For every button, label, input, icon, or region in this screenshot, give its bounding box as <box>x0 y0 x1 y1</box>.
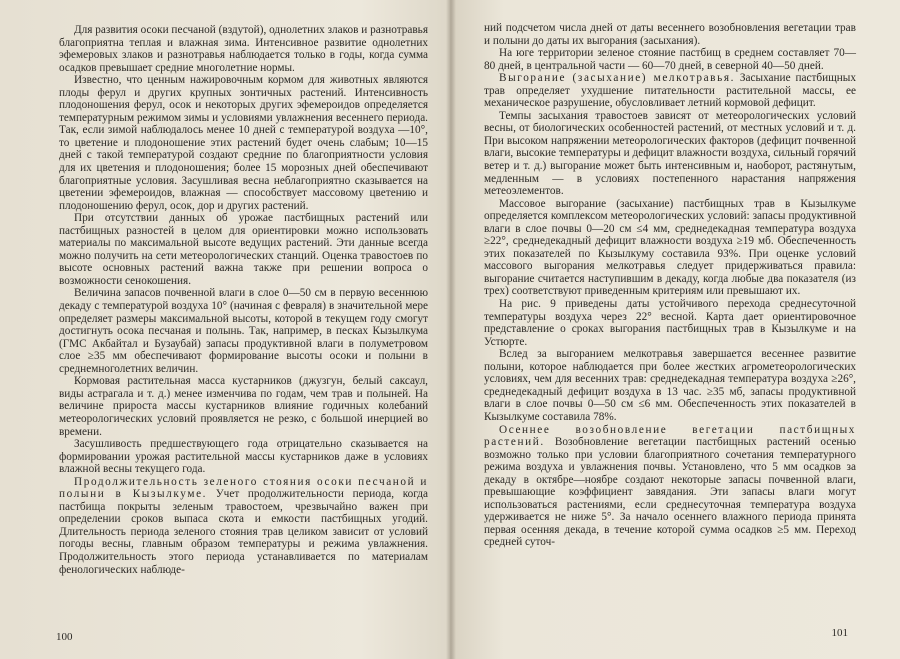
right-paragraph-1: ний подсчетом числа дней от даты весеннего возобновления вегетации трав и полыни до даты их выгорания (засыхания). <box>484 22 856 47</box>
left-paragraph-7 <box>59 476 428 576</box>
right-page <box>450 0 900 659</box>
left-paragraph-5: Кормовая растительная масса кустарников (джузгун, белый саксаул, виды астрагала и т. д.) менее изменчива по годам, чем трав и полыней. На величине прироста массы кустарников влияние годичных колебаний метеорологических условий проявляется не резко, с большой инерцией во времени. <box>59 375 428 438</box>
right-paragraph-6: На рис. 9 приведены даты устойчивого перехода среднесуточной температуры воздуха через 22° весной. Карта дает ориентировочное представление о сроках выгорания пастбищных трав в Кызылкуме и на Устюрте. <box>484 298 856 348</box>
book-gutter <box>446 0 456 659</box>
right-paragraph-7: Вслед за выгоранием мелкотравья завершается весеннее развитие полыни, которое наблюдается при более жестких агрометеорологических условиях, чем для весенних трав: среднедекадная температура воздуха ≥26°, среднедекадный дефицит воздуха в 13 час. ≥35 мб, запасы продуктивной влаги в слое почвы 0—50 см ≤6 мм. Обеспеченность этих показателей в Кызылкуме составила 78%. <box>484 348 856 423</box>
right-paragraph-4: Темпы засыхания травостоев зависят от метеорологических условий весны, от биологических особенностей растений, от местных условий и т. д. При высоком напряжении метеорологических факторов (дефицит почвенной влаги, высокие температуры и дефицит влажности воздуха, сильный горячий ветер и т. д.) выгорание может быть интенсивным и, наоборот, растянутым, медленным — в условиях постепенного нарастания напряжения метеоэлементов. <box>484 109 856 198</box>
page-number-left: 100 <box>56 631 73 643</box>
page-number-right: 101 <box>831 627 848 639</box>
right-paragraph-2: На юге территории зеленое стояние пастбищ в среднем составляет 70—80 дней, в центральной части — 60—70 дней, в северной 40—50 дней. <box>484 47 856 72</box>
section-heading-green-period: Продолжительность зеленого стояния осоки песчаной и полыни в Кызылкуме. <box>59 475 428 501</box>
right-paragraph-3-body: Засыхание пастбищных трав определяет ухудшение питательности растительной массы, ее механическое разрушение, обусловливает летний кормовой дефицит. <box>484 72 856 110</box>
left-paragraph-1: Для развития осоки песчаной (вздутой), однолетних злаков и разнотравья благоприятна теплая и влажная зима. Интенсивное развитие однолетних эфемеровых злаков и разнотравья наблюдается только в годы, когда сумма осадков превышает средние многолетние нормы. <box>59 24 428 74</box>
left-paragraph-4: Величина запасов почвенной влаги в слое 0—50 см в первую весеннюю декаду с температурой воздуха 10° (начиная с февраля) в значительной мере определяет размеры максимальной высоты, которой в текущем году смогут достигнуть осока песчаная и полынь. Так, например, в песках Кызылкума (ГМС Акбайтал и Бузаубай) запасы продуктивной влаги в полуметровом слое ≥35 мм обеспечивают формирование высоты осоки и полыни в среднемноголетних величин. <box>59 287 428 375</box>
right-paragraph-8 <box>484 424 856 549</box>
right-paragraph-5: Массовое выгорание (засыхание) пастбищных трав в Кызылкуме определяется комплексом метеорологических условий: запасы продуктивной влаги в слое почвы 0—20 см ≤4 мм, среднедекадная температура воздуха ≥22°, среднедекадный дефицит влажности воздуха ≥19 мб. Обеспеченность этих показателей по Кызылкуму составила 93%. При оценке условий массового выгорания мелкотравья следует придерживаться правила: выгорание считается наступившим в декаду, когда любые два показателя (из трех) соответствуют приведенным критериям или превышают их. <box>484 197 856 298</box>
left-paragraph-2: Известно, что ценным нажировочным кормом для животных являются плоды ферул и других крупных зонтичных растений. Интенсивность плодоношения ферул, осок и некоторых других эфемероидов определяется температурным режимом зимы и условиями увлажнения весеннего периода. Так, если зимой наблюдалось менее 10 дней с температурой воздуха —10°, то цветение и плодоношение этих растений будет очень слабым; 10—15 дней с такой температурой создают средние по благоприятности условия для их цветения и плодоношения; более 15 морозных дней обеспечивают благоприятные условия. Засушливая весна неблагоприятно сказывается на цветении эфемероидов, влажная — способствует массовому цветению и плодоношению ферул, осок, дор и других растений. <box>59 74 428 212</box>
section-heading-autumn: Осеннее возобновление вегетации пастбищных растений. <box>484 423 856 449</box>
section-heading-burnout: Выгорание (засыхание) мелкотравья. <box>499 72 736 85</box>
left-paragraph-7-body: Учет продолжительности периода, когда пастбища покрыты зеленым травостоем, чрезвычайно важен при определении сроков выпаса скота и емкости пастбищных угодий. Длительность периода зеленого стояния трав целиком зависит от условий погоды весны, главным образом температуры и режима увлажнения. Продолжительность этого периода устанавливается по материалам фенологических наблюде- <box>59 488 428 576</box>
left-paragraph-3: При отсутствии данных об урожае пастбищных растений или пастбищных разностей в целом для ориентировки можно использовать материалы по максимальной высоте ведущих растений. Эти данные всегда можно получить на сети метеорологических станций. Оценка травостоев по высоте основных растений важна также при решении вопроса о возможности сенокошения. <box>59 212 428 287</box>
left-paragraph-6: Засушливость предшествующего года отрицательно сказывается на формировании урожая растительной массы кустарников даже в условиях влажной весны текущего года. <box>59 438 428 476</box>
right-paragraph-8-body: Возобновление вегетации пастбищных растений осенью возможно только при условии благоприятного сочетания температурного режима воздуха и увлажнения почвы. Установлено, что 5 мм осадков за декаду в октябре—ноябре создают некоторые запасы почвенной влаги, превышающие коэффициент завядания. Эти запасы влаги могут использоваться растениями, если среднесуточная температура воздуха удерживается не ниже 5°. За начало осеннего влажного периода принята первая осенняя декада, в течение которой сумма осадков ≥5 мм. Переход средней суточ- <box>484 436 856 549</box>
right-paragraph-3 <box>484 72 856 110</box>
